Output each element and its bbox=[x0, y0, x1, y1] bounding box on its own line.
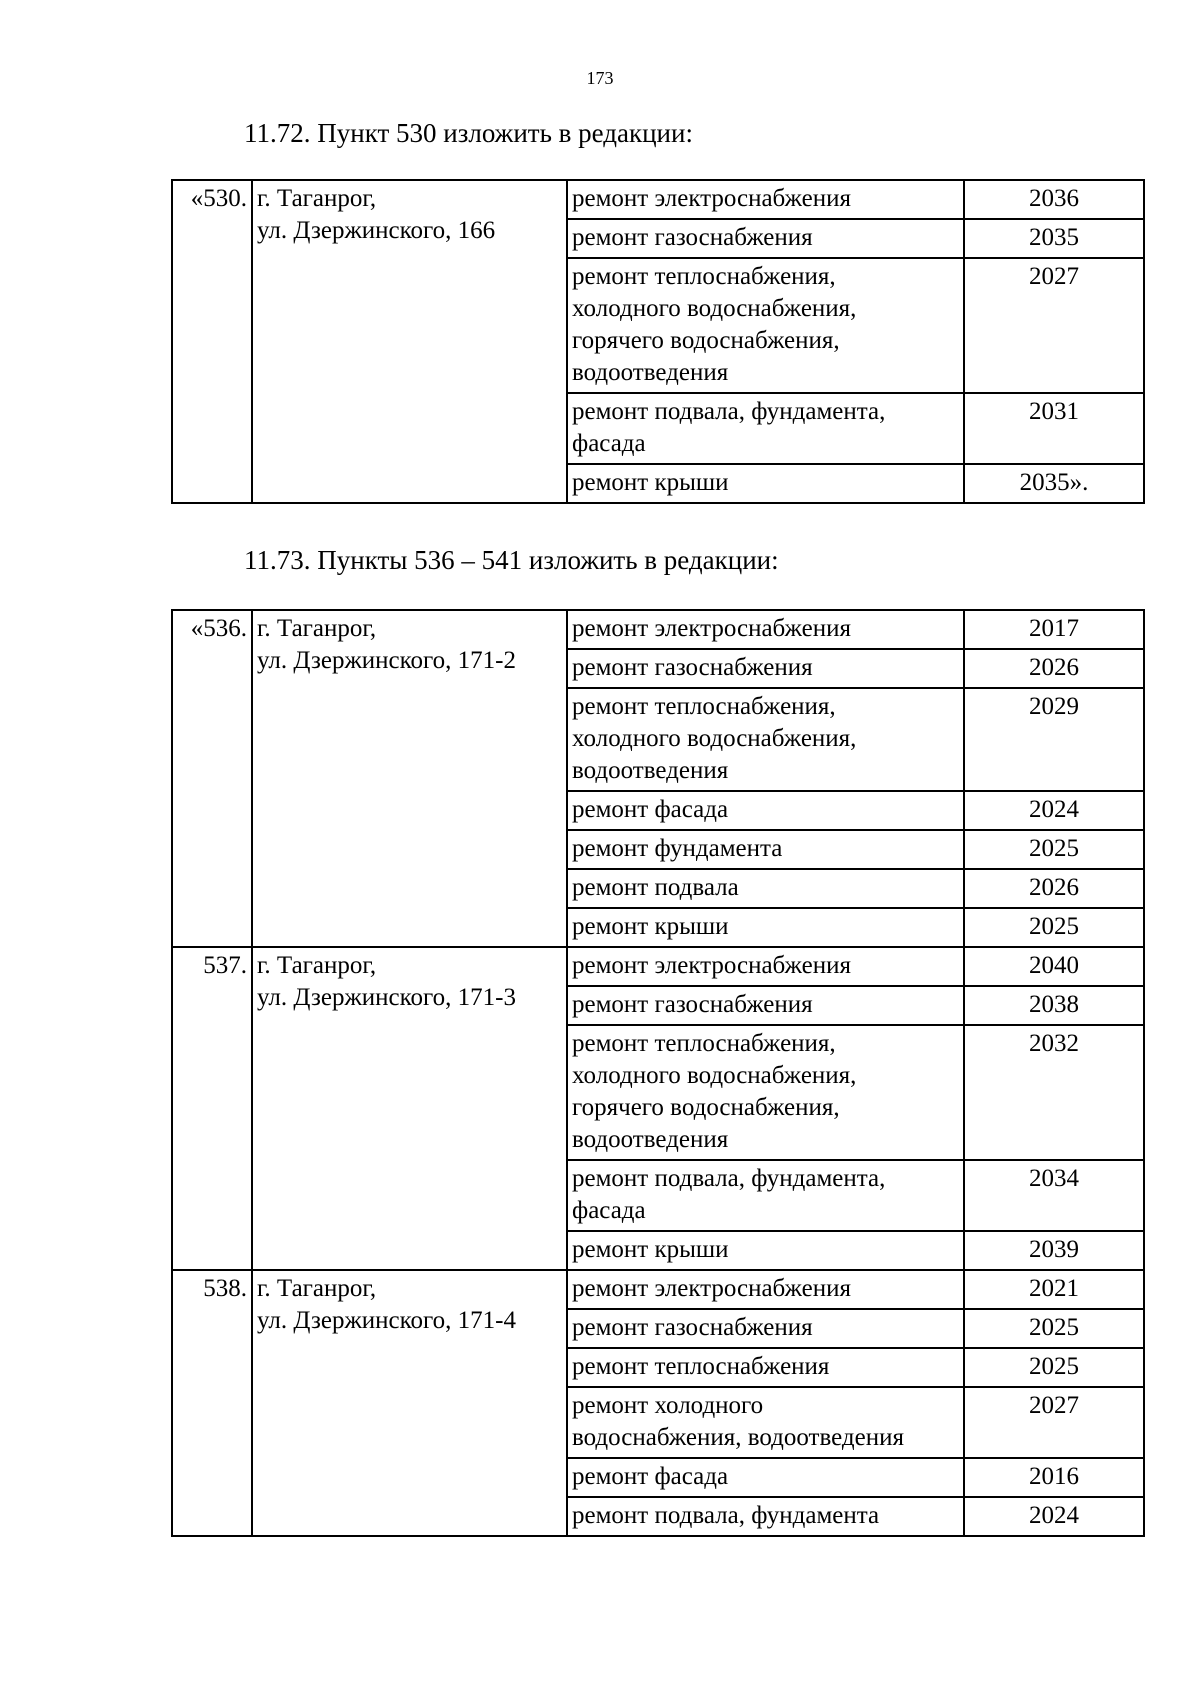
year-cell: 2026 bbox=[964, 869, 1144, 908]
work-type-line: ремонт подвала, фундамента, bbox=[572, 398, 886, 425]
section-heading-11-73: 11.73. Пункты 536 – 541 изложить в редакции: bbox=[244, 545, 779, 575]
work-type-line: ремонт электроснабжения bbox=[572, 615, 851, 642]
year-cell: 2027 bbox=[964, 258, 1144, 393]
work-type-cell bbox=[567, 649, 964, 688]
year-cell: 2027 bbox=[964, 1387, 1144, 1458]
work-type-cell bbox=[567, 258, 964, 393]
year-cell: 2025 bbox=[964, 908, 1144, 947]
work-type-cell bbox=[567, 180, 964, 219]
work-type-line: ремонт крыши bbox=[572, 1236, 729, 1263]
address-line: г. Таганрог, bbox=[257, 952, 377, 979]
work-type-line: фасада bbox=[572, 1197, 646, 1224]
work-type-cell bbox=[567, 1458, 964, 1497]
year-cell: 2035 bbox=[964, 219, 1144, 258]
work-type-cell bbox=[567, 1160, 964, 1231]
year-cell: 2031 bbox=[964, 393, 1144, 464]
item-number: «530. bbox=[172, 180, 252, 503]
work-type-line: ремонт теплоснабжения, bbox=[572, 263, 836, 290]
work-type-line: ремонт теплоснабжения bbox=[572, 1353, 830, 1380]
work-type-cell bbox=[567, 791, 964, 830]
work-type-line: ремонт газоснабжения bbox=[572, 991, 813, 1018]
work-type-cell bbox=[567, 464, 964, 503]
work-type-line: ремонт фасада bbox=[572, 1463, 729, 1490]
address-line: ул. Дзержинского, 166 bbox=[257, 217, 496, 244]
year-cell: 2035». bbox=[964, 464, 1144, 503]
year-cell: 2039 bbox=[964, 1231, 1144, 1270]
work-type-line: ремонт подвала, фундамента, bbox=[572, 1165, 886, 1192]
table-row bbox=[172, 180, 1144, 219]
item-number: 538. bbox=[172, 1270, 252, 1536]
year-cell: 2016 bbox=[964, 1458, 1144, 1497]
address-line: ул. Дзержинского, 171-2 bbox=[257, 647, 516, 674]
work-type-line: ремонт электроснабжения bbox=[572, 185, 851, 212]
table-items-536-538 bbox=[171, 609, 1145, 1537]
work-type-line: водоотведения bbox=[572, 757, 729, 784]
address-line: г. Таганрог, bbox=[257, 185, 377, 212]
address-cell bbox=[252, 180, 567, 503]
table-item-530 bbox=[171, 179, 1145, 504]
work-type-line: ремонт теплоснабжения, bbox=[572, 693, 836, 720]
work-type-line: ремонт газоснабжения bbox=[572, 654, 813, 681]
year-cell: 2034 bbox=[964, 1160, 1144, 1231]
item-number: «536. bbox=[172, 610, 252, 947]
work-type-cell bbox=[567, 869, 964, 908]
work-type-line: ремонт крыши bbox=[572, 469, 729, 496]
work-type-line: холодного водоснабжения, bbox=[572, 295, 857, 322]
section-heading-11-72: 11.72. Пункт 530 изложить в редакции: bbox=[244, 118, 693, 148]
work-type-line: водоотведения bbox=[572, 359, 729, 386]
year-cell: 2017 bbox=[964, 610, 1144, 649]
year-cell: 2040 bbox=[964, 947, 1144, 986]
work-type-line: ремонт фасада bbox=[572, 796, 729, 823]
item-number: 537. bbox=[172, 947, 252, 1270]
table-row bbox=[172, 947, 1144, 986]
year-cell: 2036 bbox=[964, 180, 1144, 219]
work-type-line: ремонт крыши bbox=[572, 913, 729, 940]
year-cell: 2025 bbox=[964, 1309, 1144, 1348]
work-type-line: ремонт подвала, фундамента bbox=[572, 1502, 880, 1529]
address-cell bbox=[252, 610, 567, 947]
work-type-cell bbox=[567, 830, 964, 869]
page-number: 173 bbox=[586, 68, 614, 88]
address-line: г. Таганрог, bbox=[257, 1275, 377, 1302]
work-type-line: ремонт электроснабжения bbox=[572, 1275, 851, 1302]
work-type-cell bbox=[567, 610, 964, 649]
work-type-line: ремонт подвала bbox=[572, 874, 739, 901]
work-type-line: ремонт фундамента bbox=[572, 835, 783, 862]
year-cell: 2038 bbox=[964, 986, 1144, 1025]
work-type-line: ремонт газоснабжения bbox=[572, 224, 813, 251]
year-cell: 2029 bbox=[964, 688, 1144, 791]
work-type-cell bbox=[567, 1387, 964, 1458]
work-type-cell bbox=[567, 1348, 964, 1387]
address-line: ул. Дзержинского, 171-4 bbox=[257, 1307, 516, 1334]
work-type-cell bbox=[567, 219, 964, 258]
work-type-line: холодного водоснабжения, bbox=[572, 1062, 857, 1089]
work-type-line: фасада bbox=[572, 430, 646, 457]
work-type-line: горячего водоснабжения, bbox=[572, 1094, 840, 1121]
address-line: г. Таганрог, bbox=[257, 615, 377, 642]
year-cell: 2024 bbox=[964, 791, 1144, 830]
work-type-cell bbox=[567, 688, 964, 791]
work-type-line: ремонт электроснабжения bbox=[572, 952, 851, 979]
work-type-line: холодного водоснабжения, bbox=[572, 725, 857, 752]
work-type-cell bbox=[567, 1309, 964, 1348]
work-type-cell bbox=[567, 1025, 964, 1160]
year-cell: 2025 bbox=[964, 830, 1144, 869]
year-cell: 2024 bbox=[964, 1497, 1144, 1536]
work-type-line: водоотведения bbox=[572, 1126, 729, 1153]
year-cell: 2025 bbox=[964, 1348, 1144, 1387]
address-line: ул. Дзержинского, 171-3 bbox=[257, 984, 516, 1011]
work-type-cell bbox=[567, 986, 964, 1025]
year-cell: 2021 bbox=[964, 1270, 1144, 1309]
work-type-cell bbox=[567, 1497, 964, 1536]
table-row bbox=[172, 1270, 1144, 1309]
table-row bbox=[172, 610, 1144, 649]
work-type-cell bbox=[567, 947, 964, 986]
work-type-cell bbox=[567, 1270, 964, 1309]
work-type-cell bbox=[567, 393, 964, 464]
work-type-cell bbox=[567, 1231, 964, 1270]
work-type-cell bbox=[567, 908, 964, 947]
year-cell: 2032 bbox=[964, 1025, 1144, 1160]
work-type-line: водоснабжения, водоотведения bbox=[572, 1424, 904, 1451]
work-type-line: ремонт холодного bbox=[572, 1392, 764, 1419]
work-type-line: ремонт теплоснабжения, bbox=[572, 1030, 836, 1057]
work-type-line: горячего водоснабжения, bbox=[572, 327, 840, 354]
year-cell: 2026 bbox=[964, 649, 1144, 688]
address-cell bbox=[252, 947, 567, 1270]
address-cell bbox=[252, 1270, 567, 1536]
work-type-line: ремонт газоснабжения bbox=[572, 1314, 813, 1341]
